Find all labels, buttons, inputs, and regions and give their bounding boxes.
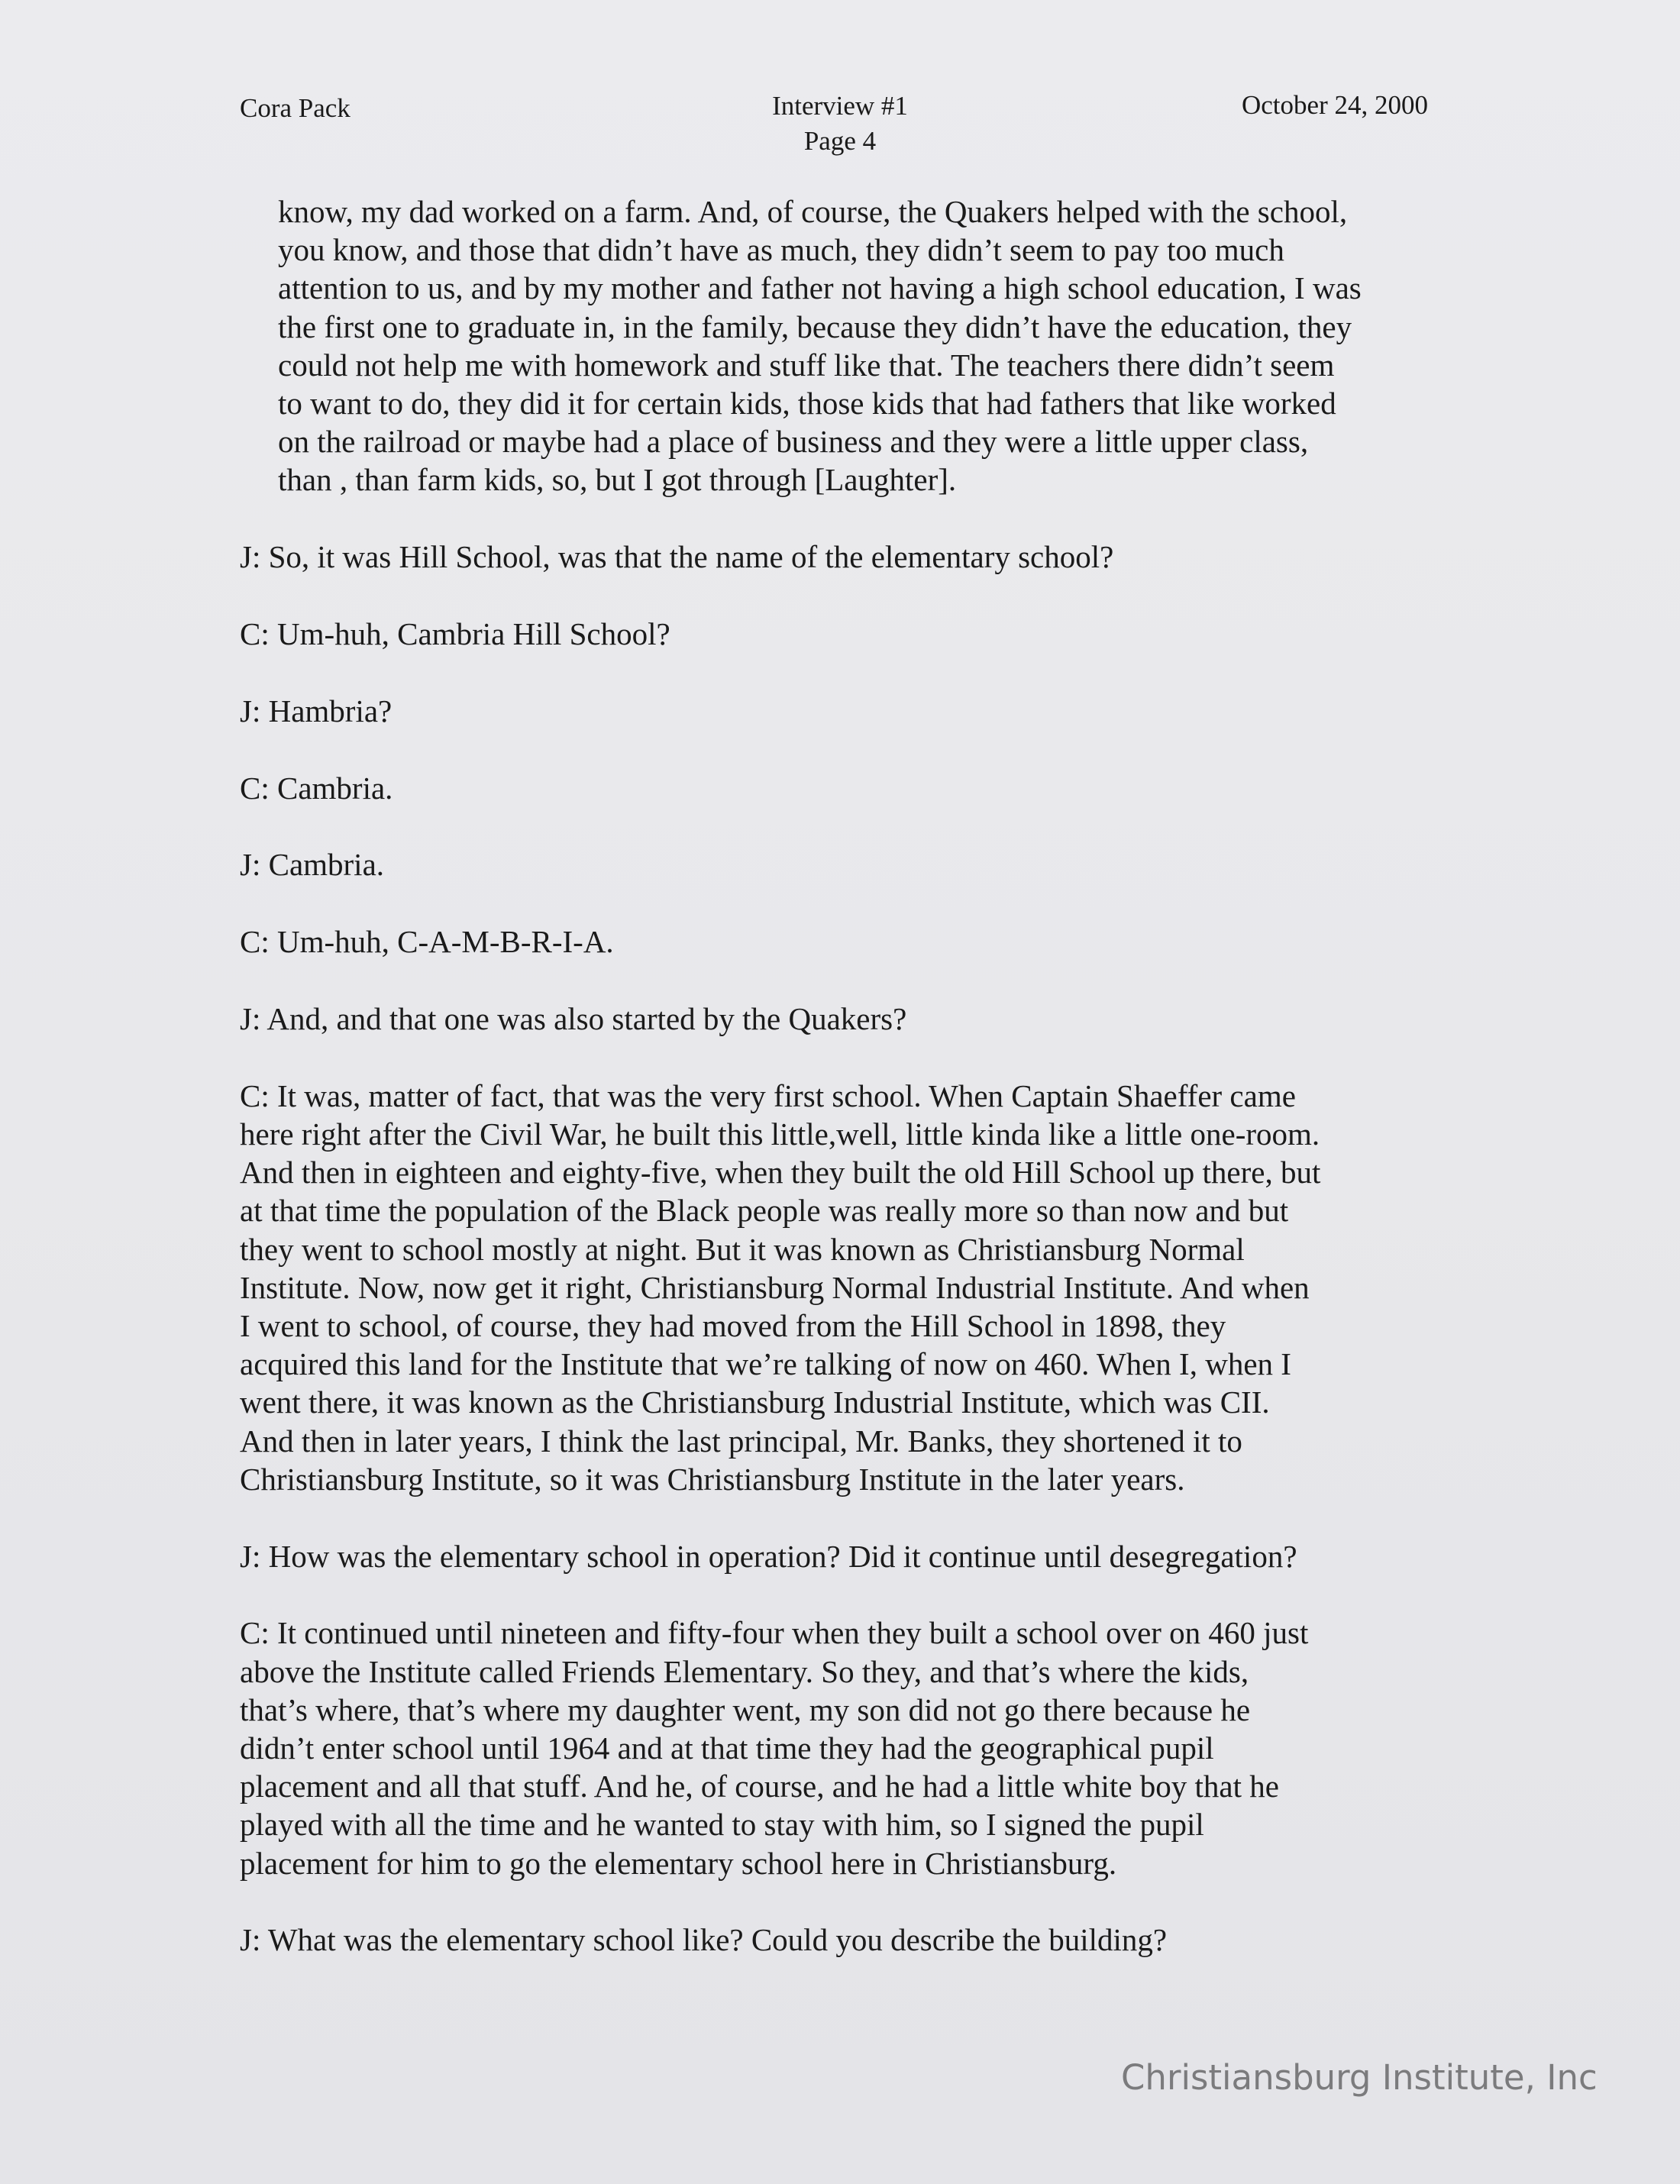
transcript-body bbox=[240, 192, 1454, 1959]
text-line: didn’t enter school until 1964 and at that time they had the geographical pupil bbox=[240, 1730, 1214, 1766]
text-line: C: It was, matter of fact, that was the very first school. When Captain Shaeffer came bbox=[240, 1077, 1296, 1113]
text-line: I went to school, of course, they had moved from the Hill School in 1898, they bbox=[240, 1308, 1226, 1344]
text-line: C: Um-huh, Cambria Hill School? bbox=[240, 616, 670, 652]
text-line: Christiansburg Institute, so it was Christiansburg Institute in the later years. bbox=[240, 1461, 1185, 1497]
transcript-paragraph bbox=[240, 922, 1454, 961]
text-line: J: How was the elementary school in operation? Did it continue until desegregation? bbox=[240, 1538, 1297, 1574]
header-date: October 24, 2000 bbox=[1242, 90, 1428, 120]
text-line: acquired this land for the Institute that we’re talking of now on 460. When I, when I bbox=[240, 1346, 1291, 1382]
text-line: And then in later years, I think the last principal, Mr. Banks, they shortened it to bbox=[240, 1423, 1242, 1459]
transcript-paragraph bbox=[240, 1000, 1454, 1038]
text-line: know, my dad worked on a farm. And, of course, the Quakers helped with the school, bbox=[278, 194, 1348, 229]
text-line: And then in eighteen and eighty-five, when they built the old Hill School up there, but bbox=[240, 1155, 1321, 1191]
text-line: the first one to graduate in, in the family, because they didn’t have the education, they bbox=[278, 309, 1352, 344]
text-line: to want to do, they did it for certain kids, those kids that had fathers that like worked bbox=[278, 386, 1336, 422]
text-line: attention to us, and by my mother and father not having a high school education, I was bbox=[278, 270, 1362, 306]
text-line: C: It continued until nineteen and fifty-four when they built a school over on 460 just bbox=[240, 1615, 1309, 1651]
transcript-paragraph bbox=[240, 615, 1454, 653]
header-interview-number: Interview #1 bbox=[772, 91, 908, 121]
text-line: on the railroad or maybe had a place of business and they were a little upper class, bbox=[278, 424, 1309, 460]
watermark: Christiansburg Institute, Inc bbox=[1121, 2057, 1598, 2098]
text-line: J: Cambria. bbox=[240, 847, 385, 883]
text-line: played with all the time and he wanted to stay with him, so I signed the pupil bbox=[240, 1807, 1204, 1843]
transcript-paragraph bbox=[240, 538, 1454, 576]
transcript-paragraph bbox=[240, 1921, 1454, 1959]
transcript-paragraph bbox=[240, 192, 1454, 499]
text-line: J: So, it was Hill School, was that the name of the elementary school? bbox=[240, 539, 1114, 575]
text-line: C: Um-huh, C-A-M-B-R-I-A. bbox=[240, 924, 614, 960]
text-line: went there, it was known as the Christiansburg Industrial Institute, which was CII. bbox=[240, 1384, 1270, 1420]
text-line: J: And, and that one was also started by the Quakers? bbox=[240, 1001, 907, 1036]
transcript-paragraph bbox=[240, 1537, 1454, 1575]
text-line: you know, and those that didn’t have as much, they didn’t seem to pay too much bbox=[278, 232, 1284, 268]
transcript-paragraph bbox=[240, 692, 1454, 730]
text-line: could not help me with homework and stuff like that. The teachers there didn’t seem bbox=[278, 347, 1335, 383]
text-line: than , than farm kids, so, but I got through [Laughter]. bbox=[278, 462, 957, 498]
transcript-paragraph bbox=[240, 845, 1454, 884]
text-line: placement and all that stuff. And he, of course, and he had a little white boy that he bbox=[240, 1769, 1279, 1804]
text-line: here right after the Civil War, he built this little,well, little kinda like a little one-room. bbox=[240, 1116, 1320, 1152]
text-line: placement for him to go the elementary school here in Christiansburg. bbox=[240, 1845, 1117, 1881]
text-line: Institute. Now, now get it right, Christiansburg Normal Industrial Institute. And when bbox=[240, 1269, 1310, 1305]
text-line: C: Cambria. bbox=[240, 770, 393, 806]
text-line: above the Institute called Friends Elementary. So they, and that’s where the kids, bbox=[240, 1653, 1249, 1689]
transcript-paragraph bbox=[240, 1614, 1454, 1882]
transcript-paragraph bbox=[240, 1077, 1454, 1498]
header-interviewee: Cora Pack bbox=[240, 93, 351, 123]
text-line: J: What was the elementary school like? Could you describe the building? bbox=[240, 1922, 1168, 1958]
header-page-number: Page 4 bbox=[803, 126, 877, 156]
text-line: that’s where, that’s where my daughter went, my son did not go there because he bbox=[240, 1691, 1251, 1727]
text-line: they went to school mostly at night. But it was known as Christiansburg Normal bbox=[240, 1231, 1245, 1267]
text-line: at that time the population of the Black people was really more so than now and but bbox=[240, 1193, 1289, 1229]
transcript-paragraph bbox=[240, 769, 1454, 807]
text-line: J: Hambria? bbox=[240, 693, 393, 729]
header-interview-info bbox=[687, 89, 993, 159]
